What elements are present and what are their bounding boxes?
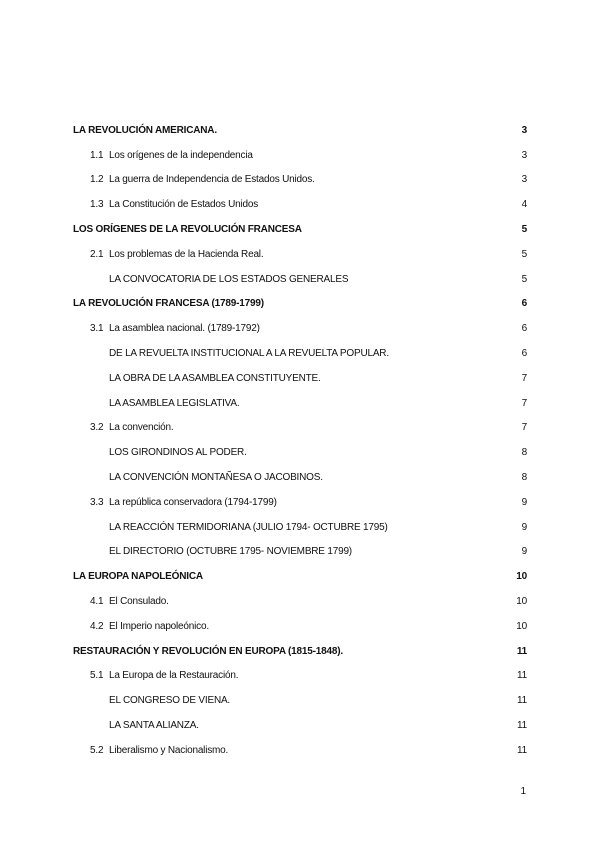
toc-entry-title: La Constitución de Estados Unidos <box>109 199 259 211</box>
toc-entry[interactable] <box>73 440 527 465</box>
toc-entry[interactable] <box>73 713 527 738</box>
toc-entry[interactable] <box>73 639 527 664</box>
toc-entry-page: 8 <box>521 472 527 484</box>
toc-entry[interactable] <box>73 391 527 416</box>
toc-entry-page: 5 <box>521 248 527 260</box>
toc-entry-title: LOS ORÍGENES DE LA REVOLUCIÓN FRANCESA <box>73 224 302 236</box>
toc-entry[interactable] <box>73 168 527 193</box>
toc-entry-title: LA REVOLUCIÓN AMERICANA. <box>73 124 217 136</box>
table-of-contents <box>73 118 527 763</box>
toc-entry-page: 10 <box>516 596 527 608</box>
toc-entry-page: 3 <box>521 149 527 161</box>
toc-entry[interactable] <box>73 564 527 589</box>
toc-entry-title: LA SANTA ALIANZA. <box>109 720 199 732</box>
toc-entry-page: 10 <box>516 571 527 583</box>
toc-entry[interactable] <box>73 416 527 441</box>
toc-entry-page: 7 <box>521 397 527 409</box>
toc-entry[interactable] <box>73 242 527 267</box>
toc-entry[interactable] <box>73 341 527 366</box>
toc-entry[interactable] <box>73 540 527 565</box>
toc-entry-number: 1.3 <box>90 199 104 211</box>
toc-entry-page: 11 <box>517 744 527 756</box>
toc-entry-page: 10 <box>516 620 527 632</box>
toc-entry[interactable] <box>73 192 527 217</box>
toc-entry-page: 9 <box>521 546 527 558</box>
toc-entry[interactable] <box>73 143 527 168</box>
toc-entry-number: 5.2 <box>90 744 104 756</box>
toc-entry-page: 7 <box>521 422 527 434</box>
toc-entry-title: LA ASAMBLEA LEGISLATIVA. <box>109 397 240 409</box>
toc-entry[interactable] <box>73 490 527 515</box>
toc-entry-title: LA CONVOCATORIA DE LOS ESTADOS GENERALES <box>109 273 349 285</box>
toc-entry-title: La convención. <box>109 422 174 434</box>
toc-entry-page: 11 <box>517 670 527 682</box>
toc-entry-page: 3 <box>521 174 527 186</box>
toc-entry-number: 3.1 <box>90 323 104 335</box>
toc-entry-page: 5 <box>521 224 527 236</box>
toc-entry-page: 7 <box>521 372 527 384</box>
toc-entry-title: LA REVOLUCIÓN FRANCESA (1789-1799) <box>73 298 264 310</box>
toc-entry-page: 5 <box>521 273 527 285</box>
toc-entry-page: 9 <box>521 496 527 508</box>
toc-entry[interactable] <box>73 738 527 763</box>
toc-entry-title: EL CONGRESO DE VIENA. <box>109 695 231 707</box>
toc-entry-title: La Europa de la Restauración. <box>109 670 239 682</box>
toc-entry-title: La asamblea nacional. (1789-1792) <box>109 323 260 335</box>
toc-entry-title: El Imperio napoleónico. <box>109 620 209 632</box>
toc-entry-title: RESTAURACIÓN Y REVOLUCIÓN EN EUROPA (1815-1848). <box>73 645 343 657</box>
toc-entry-title: El Consulado. <box>109 596 169 608</box>
toc-entry[interactable] <box>73 515 527 540</box>
toc-entry[interactable] <box>73 316 527 341</box>
toc-entry-page: 6 <box>521 323 527 335</box>
toc-entry-title: Liberalismo y Nacionalismo. <box>109 744 229 756</box>
toc-entry-number: 3.3 <box>90 496 104 508</box>
toc-entry-title: LA EUROPA NAPOLEÓNICA <box>73 571 203 583</box>
toc-entry[interactable] <box>73 614 527 639</box>
toc-entry[interactable] <box>73 664 527 689</box>
toc-entry[interactable] <box>73 366 527 391</box>
toc-entry-page: 6 <box>521 298 527 310</box>
toc-entry[interactable] <box>73 688 527 713</box>
toc-entry-page: 8 <box>521 447 527 459</box>
toc-entry-number: 3.2 <box>90 422 104 434</box>
toc-entry[interactable] <box>73 589 527 614</box>
toc-entry-page: 6 <box>521 348 527 360</box>
toc-entry[interactable] <box>73 267 527 292</box>
toc-entry-number: 4.1 <box>90 596 104 608</box>
toc-entry-page: 11 <box>516 645 527 657</box>
toc-entry-page: 4 <box>521 199 527 211</box>
toc-entry-title: EL DIRECTORIO (OCTUBRE 1795- NOVIEMBRE 1799) <box>109 546 352 558</box>
toc-entry-title: LA CONVENCIÓN MONTAÑESA O JACOBINOS. <box>109 472 323 484</box>
toc-entry[interactable] <box>73 465 527 490</box>
toc-entry[interactable] <box>73 118 527 143</box>
toc-entry-title: Los orígenes de la independencia <box>109 149 253 161</box>
toc-entry[interactable] <box>73 217 527 242</box>
toc-entry-page: 11 <box>517 720 527 732</box>
toc-entry-page: 3 <box>521 124 527 136</box>
toc-entry[interactable] <box>73 292 527 317</box>
page-number: 1 <box>520 786 526 797</box>
toc-entry-title: La república conservadora (1794-1799) <box>109 496 277 508</box>
toc-entry-number: 5.1 <box>90 670 104 682</box>
toc-entry-title: Los problemas de la Hacienda Real. <box>109 248 264 260</box>
toc-entry-number: 1.1 <box>90 149 104 161</box>
toc-entry-title: LA REACCIÓN TERMIDORIANA (JULIO 1794- OCTUBRE 1795) <box>109 521 388 533</box>
toc-entry-title: LA OBRA DE LA ASAMBLEA CONSTITUYENTE. <box>109 372 321 384</box>
toc-entry-title: LOS GIRONDINOS AL PODER. <box>109 447 247 459</box>
toc-entry-page: 9 <box>521 521 527 533</box>
toc-entry-number: 2.1 <box>90 248 104 260</box>
toc-entry-number: 1.2 <box>90 174 104 186</box>
toc-entry-number: 4.2 <box>90 620 104 632</box>
toc-entry-title: La guerra de Independencia de Estados Unidos. <box>109 174 315 186</box>
toc-entry-title: DE LA REVUELTA INSTITUCIONAL A LA REVUELTA POPULAR. <box>109 348 389 360</box>
toc-entry-page: 11 <box>517 695 527 707</box>
